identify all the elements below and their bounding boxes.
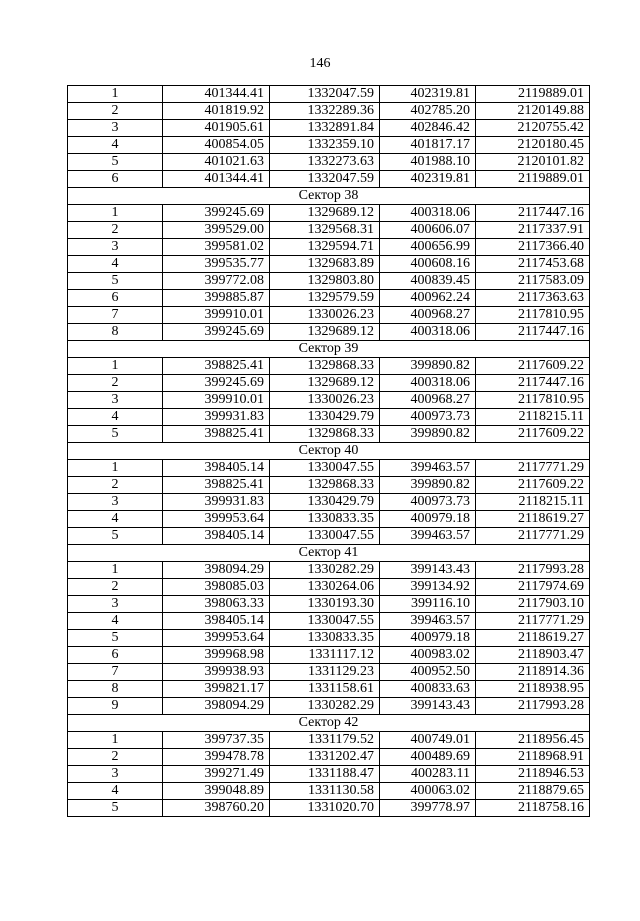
y-coord-cell: 1330282.29 — [270, 698, 380, 715]
x-coord-cell: 399245.69 — [163, 205, 270, 222]
y-coord-cell: 1330833.35 — [270, 630, 380, 647]
y2-coord-cell: 2117447.16 — [476, 375, 590, 392]
y2-coord-cell: 2118619.27 — [476, 511, 590, 528]
y-coord-cell: 1329594.71 — [270, 239, 380, 256]
y2-coord-cell: 2118946.53 — [476, 766, 590, 783]
point-number-cell: 5 — [68, 800, 163, 817]
y2-coord-cell: 2117993.28 — [476, 562, 590, 579]
x-coord-cell: 399535.77 — [163, 256, 270, 273]
x2-coord-cell: 401817.17 — [380, 137, 476, 154]
x-coord-cell: 399245.69 — [163, 375, 270, 392]
y-coord-cell: 1329868.33 — [270, 426, 380, 443]
point-number-cell: 1 — [68, 562, 163, 579]
y2-coord-cell: 2118619.27 — [476, 630, 590, 647]
x-coord-cell: 400854.05 — [163, 137, 270, 154]
point-number-cell: 3 — [68, 494, 163, 511]
x2-coord-cell: 402319.81 — [380, 171, 476, 188]
y-coord-cell: 1331188.47 — [270, 766, 380, 783]
y-coord-cell: 1330047.55 — [270, 460, 380, 477]
table-row — [68, 409, 590, 426]
y-coord-cell: 1332047.59 — [270, 86, 380, 103]
y2-coord-cell: 2117903.10 — [476, 596, 590, 613]
table-row — [68, 239, 590, 256]
x-coord-cell: 398405.14 — [163, 528, 270, 545]
point-number-cell: 7 — [68, 664, 163, 681]
y-coord-cell: 1330047.55 — [270, 528, 380, 545]
x-coord-cell: 398760.20 — [163, 800, 270, 817]
x-coord-cell: 399931.83 — [163, 494, 270, 511]
x2-coord-cell: 400749.01 — [380, 732, 476, 749]
table-row — [68, 783, 590, 800]
table-row — [68, 358, 590, 375]
point-number-cell: 1 — [68, 86, 163, 103]
x2-coord-cell: 399463.57 — [380, 460, 476, 477]
y2-coord-cell: 2118956.45 — [476, 732, 590, 749]
y-coord-cell: 1331158.61 — [270, 681, 380, 698]
sector-title: Сектор 40 — [68, 443, 590, 460]
y-coord-cell: 1330833.35 — [270, 511, 380, 528]
table-row — [68, 256, 590, 273]
table-row — [68, 494, 590, 511]
point-number-cell: 5 — [68, 528, 163, 545]
x2-coord-cell: 400606.07 — [380, 222, 476, 239]
point-number-cell: 4 — [68, 511, 163, 528]
table-row — [68, 375, 590, 392]
y-coord-cell: 1329689.12 — [270, 205, 380, 222]
y2-coord-cell: 2117366.40 — [476, 239, 590, 256]
point-number-cell: 2 — [68, 103, 163, 120]
point-number-cell: 2 — [68, 579, 163, 596]
table-row — [68, 273, 590, 290]
table-row — [68, 460, 590, 477]
y2-coord-cell: 2120755.42 — [476, 120, 590, 137]
x2-coord-cell: 399890.82 — [380, 477, 476, 494]
y2-coord-cell: 2120101.82 — [476, 154, 590, 171]
table-row — [68, 392, 590, 409]
x-coord-cell: 399245.69 — [163, 324, 270, 341]
table-row — [68, 562, 590, 579]
sector-header-row — [68, 341, 590, 358]
y-coord-cell: 1330026.23 — [270, 392, 380, 409]
x-coord-cell: 398094.29 — [163, 698, 270, 715]
table-row — [68, 664, 590, 681]
x2-coord-cell: 399890.82 — [380, 358, 476, 375]
point-number-cell: 5 — [68, 426, 163, 443]
point-number-cell: 4 — [68, 783, 163, 800]
point-number-cell: 8 — [68, 681, 163, 698]
y2-coord-cell: 2117771.29 — [476, 528, 590, 545]
x-coord-cell: 398825.41 — [163, 477, 270, 494]
y-coord-cell: 1332047.59 — [270, 171, 380, 188]
point-number-cell: 2 — [68, 222, 163, 239]
sector-header-row — [68, 443, 590, 460]
y-coord-cell: 1331202.47 — [270, 749, 380, 766]
table-row — [68, 528, 590, 545]
table-row — [68, 222, 590, 239]
x-coord-cell: 399885.87 — [163, 290, 270, 307]
point-number-cell: 3 — [68, 392, 163, 409]
point-number-cell: 4 — [68, 137, 163, 154]
point-number-cell: 2 — [68, 375, 163, 392]
point-number-cell: 3 — [68, 239, 163, 256]
table-row — [68, 647, 590, 664]
x-coord-cell: 399821.17 — [163, 681, 270, 698]
point-number-cell: 6 — [68, 647, 163, 664]
y2-coord-cell: 2117453.68 — [476, 256, 590, 273]
y2-coord-cell: 2118215.11 — [476, 409, 590, 426]
x-coord-cell: 401021.63 — [163, 154, 270, 171]
x2-coord-cell: 400979.18 — [380, 630, 476, 647]
y2-coord-cell: 2118914.36 — [476, 664, 590, 681]
sector-title: Сектор 42 — [68, 715, 590, 732]
y2-coord-cell: 2117337.91 — [476, 222, 590, 239]
x2-coord-cell: 400962.24 — [380, 290, 476, 307]
point-number-cell: 1 — [68, 732, 163, 749]
y-coord-cell: 1331117.12 — [270, 647, 380, 664]
table-row — [68, 154, 590, 171]
point-number-cell: 1 — [68, 460, 163, 477]
y2-coord-cell: 2119889.01 — [476, 86, 590, 103]
y-coord-cell: 1329868.33 — [270, 477, 380, 494]
x-coord-cell: 399478.78 — [163, 749, 270, 766]
x2-coord-cell: 399463.57 — [380, 613, 476, 630]
x-coord-cell: 398094.29 — [163, 562, 270, 579]
y2-coord-cell: 2118968.91 — [476, 749, 590, 766]
x-coord-cell: 399910.01 — [163, 392, 270, 409]
x2-coord-cell: 400973.73 — [380, 409, 476, 426]
x2-coord-cell: 399890.82 — [380, 426, 476, 443]
y-coord-cell: 1330047.55 — [270, 613, 380, 630]
y2-coord-cell: 2117771.29 — [476, 460, 590, 477]
y-coord-cell: 1329689.12 — [270, 375, 380, 392]
x2-coord-cell: 399134.92 — [380, 579, 476, 596]
point-number-cell: 3 — [68, 596, 163, 613]
y2-coord-cell: 2117609.22 — [476, 426, 590, 443]
y-coord-cell: 1331130.58 — [270, 783, 380, 800]
point-number-cell: 5 — [68, 154, 163, 171]
table-row — [68, 579, 590, 596]
y2-coord-cell: 2117583.09 — [476, 273, 590, 290]
y2-coord-cell: 2117447.16 — [476, 205, 590, 222]
y2-coord-cell: 2117810.95 — [476, 307, 590, 324]
point-number-cell: 2 — [68, 749, 163, 766]
x-coord-cell: 401819.92 — [163, 103, 270, 120]
x2-coord-cell: 400283.11 — [380, 766, 476, 783]
x-coord-cell: 399271.49 — [163, 766, 270, 783]
x2-coord-cell: 400318.06 — [380, 375, 476, 392]
x2-coord-cell: 400656.99 — [380, 239, 476, 256]
point-number-cell: 9 — [68, 698, 163, 715]
y-coord-cell: 1329803.80 — [270, 273, 380, 290]
x2-coord-cell: 399143.43 — [380, 562, 476, 579]
x-coord-cell: 398825.41 — [163, 358, 270, 375]
y-coord-cell: 1330282.29 — [270, 562, 380, 579]
y-coord-cell: 1330193.30 — [270, 596, 380, 613]
table-row — [68, 630, 590, 647]
x-coord-cell: 398405.14 — [163, 613, 270, 630]
x-coord-cell: 399737.35 — [163, 732, 270, 749]
y2-coord-cell: 2117447.16 — [476, 324, 590, 341]
table-row — [68, 732, 590, 749]
x2-coord-cell: 400063.02 — [380, 783, 476, 800]
x-coord-cell: 399529.00 — [163, 222, 270, 239]
x-coord-cell: 401905.61 — [163, 120, 270, 137]
x-coord-cell: 399772.08 — [163, 273, 270, 290]
x-coord-cell: 401344.41 — [163, 171, 270, 188]
table-row — [68, 511, 590, 528]
y-coord-cell: 1330264.06 — [270, 579, 380, 596]
coordinates-table-body — [68, 86, 590, 817]
y2-coord-cell: 2117993.28 — [476, 698, 590, 715]
x2-coord-cell: 400968.27 — [380, 392, 476, 409]
x2-coord-cell: 399116.10 — [380, 596, 476, 613]
y-coord-cell: 1330429.79 — [270, 409, 380, 426]
x2-coord-cell: 400318.06 — [380, 324, 476, 341]
y2-coord-cell: 2117810.95 — [476, 392, 590, 409]
sector-title: Сектор 41 — [68, 545, 590, 562]
x-coord-cell: 399048.89 — [163, 783, 270, 800]
x-coord-cell: 399581.02 — [163, 239, 270, 256]
y2-coord-cell: 2118903.47 — [476, 647, 590, 664]
x2-coord-cell: 400608.16 — [380, 256, 476, 273]
x2-coord-cell: 400952.50 — [380, 664, 476, 681]
table-row — [68, 681, 590, 698]
table-row — [68, 307, 590, 324]
x2-coord-cell: 399143.43 — [380, 698, 476, 715]
x2-coord-cell: 400979.18 — [380, 511, 476, 528]
table-row — [68, 477, 590, 494]
sector-header-row — [68, 188, 590, 205]
y2-coord-cell: 2118938.95 — [476, 681, 590, 698]
y-coord-cell: 1329683.89 — [270, 256, 380, 273]
point-number-cell: 8 — [68, 324, 163, 341]
x2-coord-cell: 400973.73 — [380, 494, 476, 511]
y2-coord-cell: 2118879.65 — [476, 783, 590, 800]
y-coord-cell: 1332359.10 — [270, 137, 380, 154]
x2-coord-cell: 400318.06 — [380, 205, 476, 222]
x2-coord-cell: 399463.57 — [380, 528, 476, 545]
table-row — [68, 596, 590, 613]
y2-coord-cell: 2120180.45 — [476, 137, 590, 154]
x-coord-cell: 399938.93 — [163, 664, 270, 681]
y2-coord-cell: 2117771.29 — [476, 613, 590, 630]
x2-coord-cell: 400839.45 — [380, 273, 476, 290]
point-number-cell: 3 — [68, 120, 163, 137]
y-coord-cell: 1330429.79 — [270, 494, 380, 511]
table-row — [68, 120, 590, 137]
table-row — [68, 205, 590, 222]
point-number-cell: 5 — [68, 273, 163, 290]
y-coord-cell: 1329568.31 — [270, 222, 380, 239]
sector-header-row — [68, 715, 590, 732]
point-number-cell: 4 — [68, 409, 163, 426]
y-coord-cell: 1330026.23 — [270, 307, 380, 324]
y-coord-cell: 1332273.63 — [270, 154, 380, 171]
x-coord-cell: 399953.64 — [163, 630, 270, 647]
point-number-cell: 4 — [68, 256, 163, 273]
point-number-cell: 1 — [68, 205, 163, 222]
table-row — [68, 290, 590, 307]
y-coord-cell: 1331179.52 — [270, 732, 380, 749]
y2-coord-cell: 2118758.16 — [476, 800, 590, 817]
x2-coord-cell: 400833.63 — [380, 681, 476, 698]
point-number-cell: 6 — [68, 171, 163, 188]
y-coord-cell: 1332891.84 — [270, 120, 380, 137]
table-row — [68, 86, 590, 103]
x-coord-cell: 399968.98 — [163, 647, 270, 664]
point-number-cell: 4 — [68, 613, 163, 630]
table-row — [68, 800, 590, 817]
x2-coord-cell: 400968.27 — [380, 307, 476, 324]
y-coord-cell: 1329868.33 — [270, 358, 380, 375]
table-row — [68, 613, 590, 630]
point-number-cell: 7 — [68, 307, 163, 324]
sector-title: Сектор 38 — [68, 188, 590, 205]
x2-coord-cell: 402319.81 — [380, 86, 476, 103]
y2-coord-cell: 2117609.22 — [476, 477, 590, 494]
y2-coord-cell: 2118215.11 — [476, 494, 590, 511]
x-coord-cell: 399910.01 — [163, 307, 270, 324]
y-coord-cell: 1331020.70 — [270, 800, 380, 817]
point-number-cell: 3 — [68, 766, 163, 783]
y-coord-cell: 1332289.36 — [270, 103, 380, 120]
table-row — [68, 426, 590, 443]
sector-title: Сектор 39 — [68, 341, 590, 358]
y2-coord-cell: 2117609.22 — [476, 358, 590, 375]
sector-header-row — [68, 545, 590, 562]
y-coord-cell: 1329689.12 — [270, 324, 380, 341]
x-coord-cell: 398063.33 — [163, 596, 270, 613]
point-number-cell: 6 — [68, 290, 163, 307]
coordinates-table — [67, 85, 590, 817]
table-row — [68, 171, 590, 188]
x-coord-cell: 398405.14 — [163, 460, 270, 477]
x-coord-cell: 398085.03 — [163, 579, 270, 596]
x2-coord-cell: 402846.42 — [380, 120, 476, 137]
y2-coord-cell: 2117363.63 — [476, 290, 590, 307]
y2-coord-cell: 2119889.01 — [476, 171, 590, 188]
table-row — [68, 103, 590, 120]
x-coord-cell: 399931.83 — [163, 409, 270, 426]
x-coord-cell: 401344.41 — [163, 86, 270, 103]
table-row — [68, 698, 590, 715]
x2-coord-cell: 400489.69 — [380, 749, 476, 766]
x2-coord-cell: 402785.20 — [380, 103, 476, 120]
point-number-cell: 1 — [68, 358, 163, 375]
point-number-cell: 2 — [68, 477, 163, 494]
x2-coord-cell: 401988.10 — [380, 154, 476, 171]
x2-coord-cell: 399778.97 — [380, 800, 476, 817]
page-number: 146 — [309, 56, 331, 71]
y2-coord-cell: 2120149.88 — [476, 103, 590, 120]
x2-coord-cell: 400983.02 — [380, 647, 476, 664]
x-coord-cell: 399953.64 — [163, 511, 270, 528]
y2-coord-cell: 2117974.69 — [476, 579, 590, 596]
x-coord-cell: 398825.41 — [163, 426, 270, 443]
y-coord-cell: 1329579.59 — [270, 290, 380, 307]
y-coord-cell: 1331129.23 — [270, 664, 380, 681]
point-number-cell: 5 — [68, 630, 163, 647]
table-row — [68, 324, 590, 341]
table-row — [68, 137, 590, 154]
table-row — [68, 766, 590, 783]
table-row — [68, 749, 590, 766]
